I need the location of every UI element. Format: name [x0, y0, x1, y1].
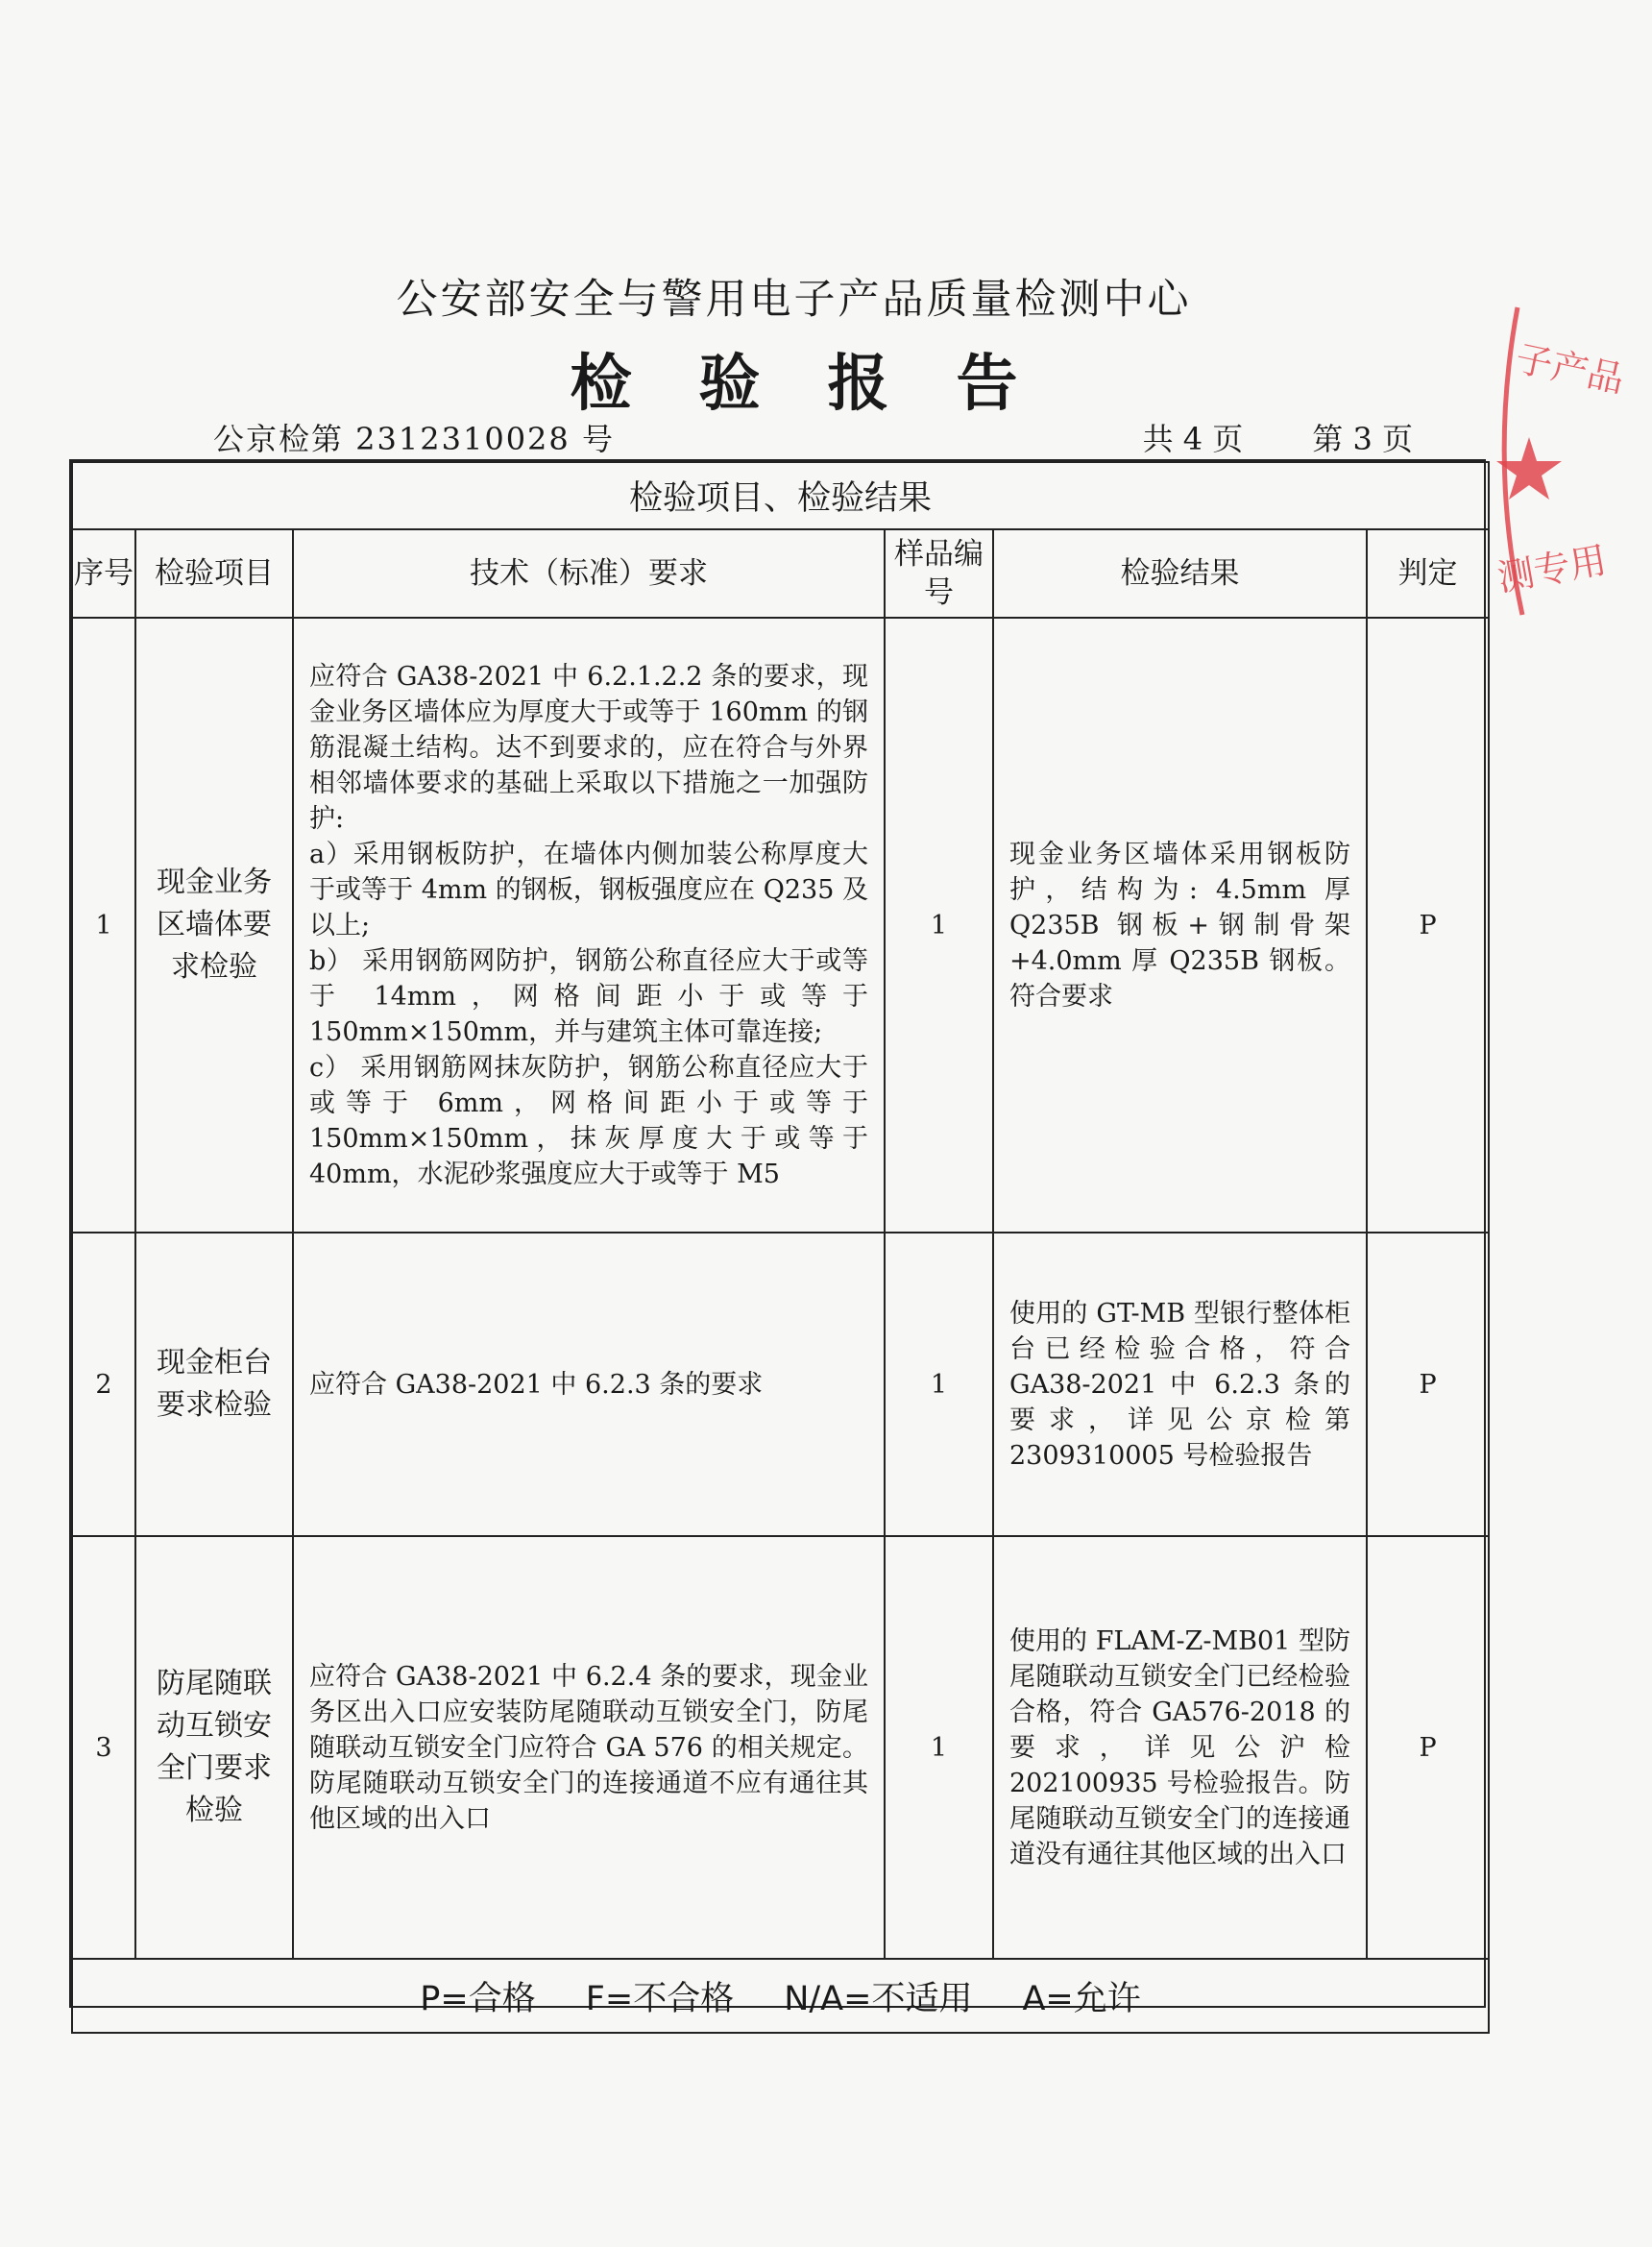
col-header-item: 检验项目 — [135, 529, 293, 618]
row-result: 使用的 GT-MB 型银行整体柜台已经检验合格，符合 GA38-2021 中 6.2.3 条的要求，详见公京检第 2309310005 号检验报告 — [993, 1233, 1367, 1536]
legend-not-applicable: N/A=不适用 — [784, 1979, 973, 2018]
svg-text:测专用: 测专用 — [1494, 538, 1610, 599]
report-number: 公京检第 2312310028 号 — [213, 421, 615, 457]
verdict-legend — [72, 1959, 1489, 2033]
row-result: 使用的 FLAM-Z-MB01 型防尾随联动互锁安全门已经检验合格，符合 GA576-2018 的要求，详见公沪检 202100935 号检验报告。防尾随联动互锁安全门的连接通道没有通往其他区域的出入口 — [993, 1536, 1367, 1959]
table-main-header: 检验项目、检验结果 — [72, 462, 1489, 529]
row-seq: 1 — [72, 618, 135, 1233]
row-seq: 2 — [72, 1233, 135, 1536]
row-requirement: 应符合 GA38-2021 中 6.2.1.2.2 条的要求，现金业务区墙体应为厚度大于或等于 160mm 的钢筋混凝土结构。达不到要求的，应在符合与外界相邻墙体要求的基础上采取以下措施之一加强防护: a）采用钢板防护，在墙体内侧加装公称厚度大于或等于 4mm 的钢板，钢板强度应在 Q235 及以上; b） 采用钢筋网防护，钢筋公称直径应大于或等于 14mm，网格间距小于或等于 150mm×150mm，并与建筑主体可靠连接; c） 采用钢筋网抹灰防护，钢筋公称直径应大于或等于 6mm，网格间距小于或等于 150mm×150mm，抹灰厚度大于或等于 40mm，水泥砂浆强度应大于或等于 M5 — [293, 618, 885, 1233]
current-page: 第 3 页 — [1312, 421, 1413, 457]
row-verdict: P — [1367, 1233, 1489, 1536]
row-seq: 3 — [72, 1536, 135, 1959]
row-requirement: 应符合 GA38-2021 中 6.2.3 条的要求 — [293, 1233, 885, 1536]
table-column-headers — [72, 529, 1489, 618]
legend-pass: P=合格 — [420, 1979, 536, 2018]
table-row — [72, 1233, 1489, 1536]
table-row — [72, 1536, 1489, 1959]
report-frame — [69, 459, 1486, 2018]
row-sample: 1 — [885, 1536, 993, 1959]
legend-fail: F=不合格 — [585, 1979, 735, 2018]
row-verdict: P — [1367, 618, 1489, 1233]
red-seal-stamp — [1479, 298, 1652, 624]
row-item: 现金业务区墙体要求检验 — [135, 618, 293, 1233]
legend-allowed: A=允许 — [1022, 1979, 1141, 2018]
row-result: 现金业务区墙体采用钢板防护，结构为: 4.5mm 厚 Q235B 钢板+钢制骨架+4.0mm 厚 Q235B 钢板。符合要求 — [993, 618, 1367, 1233]
svg-text:子产品: 子产品 — [1512, 336, 1628, 402]
col-header-result: 检验结果 — [993, 529, 1367, 618]
row-verdict: P — [1367, 1536, 1489, 1959]
table-row — [72, 618, 1489, 1233]
col-header-verdict: 判定 — [1367, 529, 1489, 618]
org-title: 公安部安全与警用电子产品质量检测中心 — [396, 276, 1192, 324]
inspection-table — [71, 461, 1490, 2034]
row-sample: 1 — [885, 1233, 993, 1536]
row-sample: 1 — [885, 618, 993, 1233]
col-header-requirement: 技术（标准）要求 — [293, 529, 885, 618]
row-item: 现金柜台要求检验 — [135, 1233, 293, 1536]
page-info — [1130, 415, 1413, 459]
report-title: 检验报告 — [570, 348, 1085, 420]
row-item: 防尾随联动互锁安全门要求检验 — [135, 1536, 293, 1959]
row-requirement: 应符合 GA38-2021 中 6.2.4 条的要求，现金业务区出入口应安装防尾随联动互锁安全门，防尾随联动互锁安全门应符合 GA 576 的相关规定。防尾随联动互锁安全门的连接通道不应有通往其他区域的出入口 — [293, 1536, 885, 1959]
total-pages: 共 4 页 — [1142, 421, 1244, 457]
col-header-sample: 样品编号 — [885, 529, 993, 618]
col-header-seq: 序号 — [72, 529, 135, 618]
